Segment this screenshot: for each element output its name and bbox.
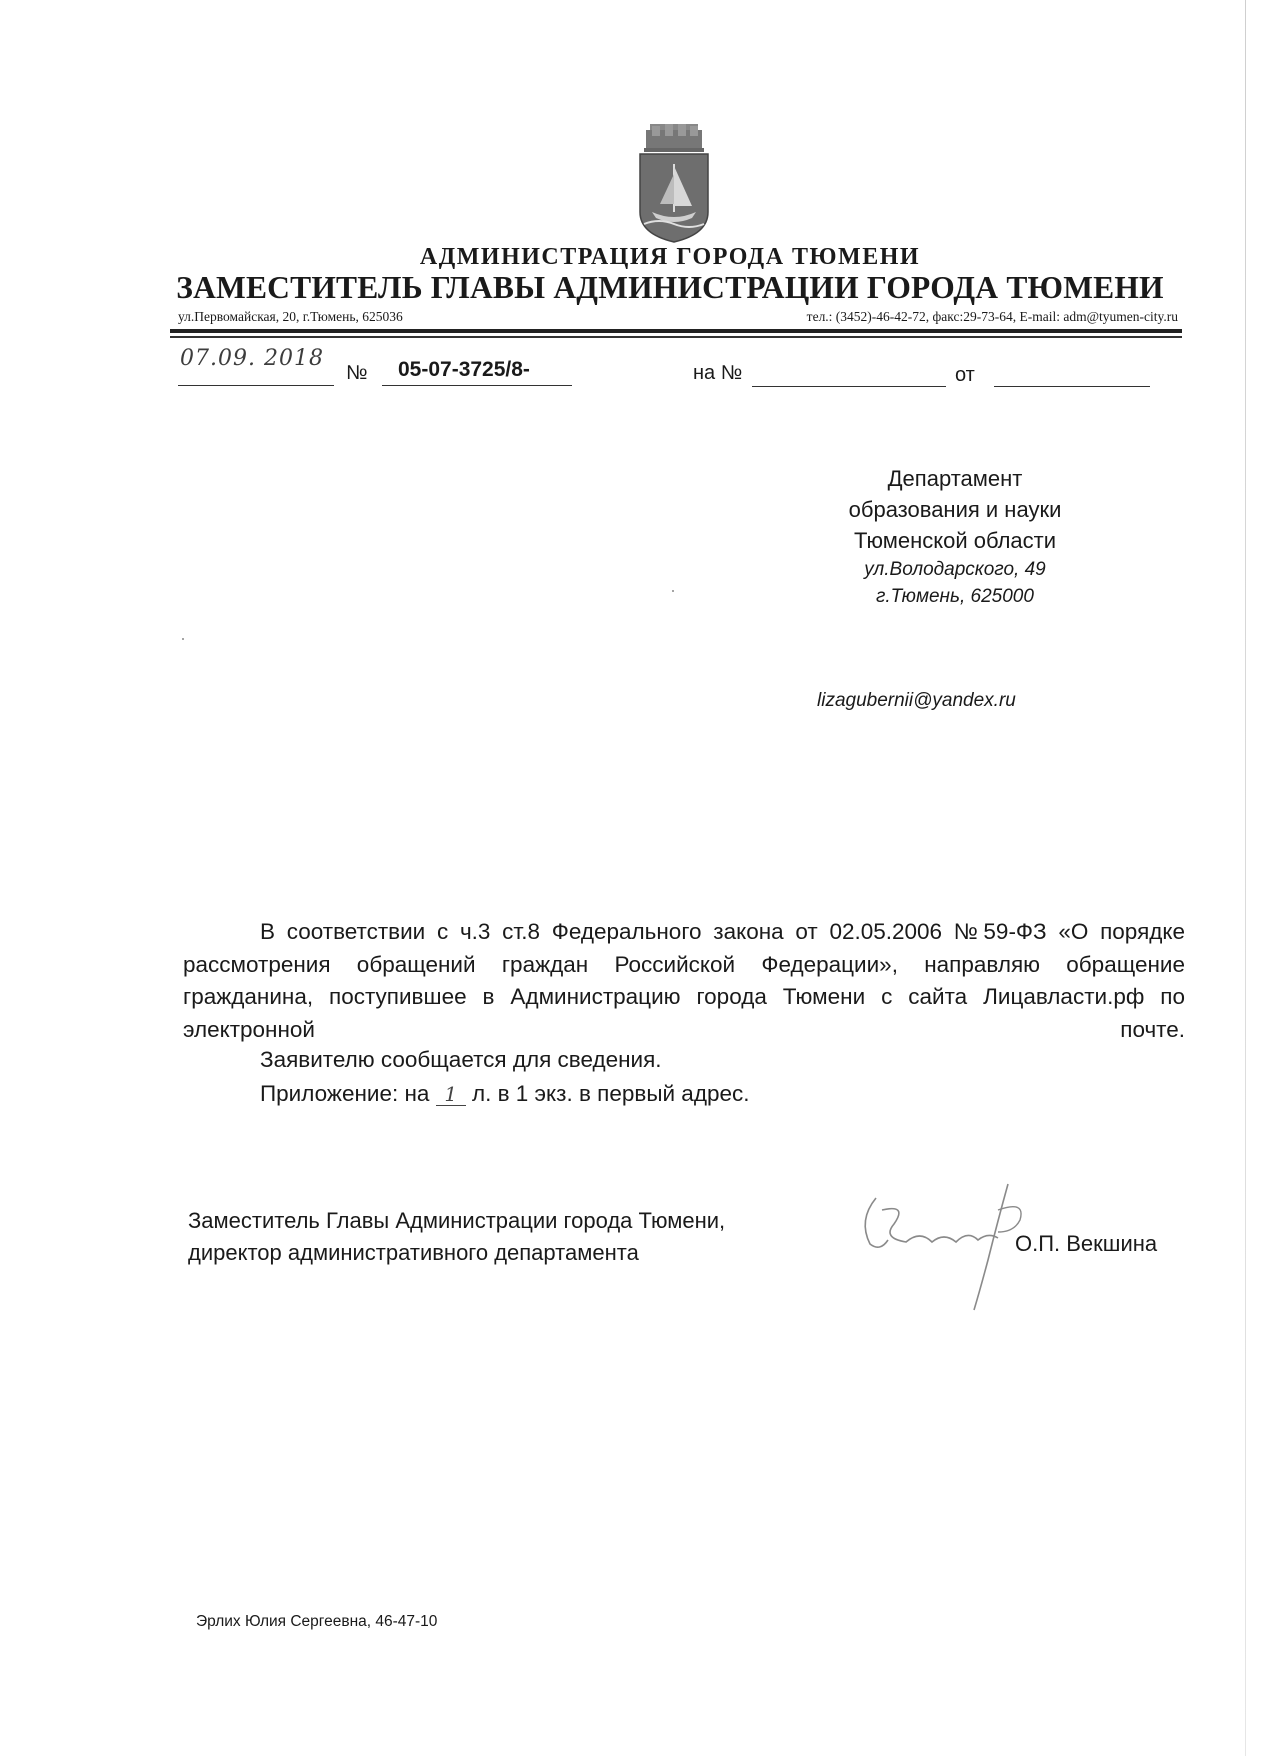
body-paragraph: В соответствии с ч.3 ст.8 Федерального закона от 02.05.2006 №59-ФЗ «О порядке рассмотрения обращений граждан Российской Федерации», направляю обращение гражданина, поступившее в Администрацию города Тюмени с сайта Лицавласти.рф по электронной почте. bbox=[183, 919, 1185, 1042]
executor-contact: Эрлих Юлия Сергеевна, 46-47-10 bbox=[196, 1613, 438, 1630]
letter-body bbox=[183, 916, 1185, 1046]
sender-address: ул.Первомайская, 20, г.Тюмень, 625036 bbox=[178, 309, 403, 324]
reference-number-label: на № bbox=[693, 362, 743, 384]
appendix-label: Приложение: на bbox=[260, 1081, 430, 1106]
signatory-name: О.П. Векшина bbox=[1015, 1231, 1158, 1256]
reference-date-label: от bbox=[955, 364, 975, 386]
header-rule-thin bbox=[170, 336, 1182, 338]
appendix-page-count: 1 bbox=[436, 1083, 466, 1106]
registration-number-sign: № bbox=[346, 362, 368, 384]
sender-contacts: тел.: (3452)-46-42-72, факс:29-73-64, E-mail: adm@tyumen-city.ru bbox=[806, 309, 1178, 324]
scan-speck bbox=[182, 638, 184, 640]
page-edge bbox=[1245, 0, 1246, 1756]
recipient-email: lizagubernii@yandex.ru bbox=[817, 690, 1016, 711]
appendix-line bbox=[260, 1081, 749, 1107]
registration-date: 07.09. 2018 bbox=[178, 346, 334, 386]
recipient-line-1: Департамент bbox=[887, 466, 1023, 491]
organization-title: АДМИНИСТРАЦИЯ ГОРОДА ТЮМЕНИ bbox=[419, 244, 921, 270]
official-position-title: ЗАМЕСТИТЕЛЬ ГЛАВЫ АДМИНИСТРАЦИИ ГОРОДА ТЮМЕНИ bbox=[176, 270, 1164, 305]
recipient-city: г.Тюмень, 625000 bbox=[876, 586, 1034, 607]
recipient-line-2: образования и науки bbox=[848, 497, 1062, 522]
signatory-title-line-1: Заместитель Главы Администрации города Тюмени, bbox=[188, 1208, 726, 1233]
tyumen-coat-of-arms-icon bbox=[634, 120, 714, 244]
body-notice: Заявителю сообщается для сведения. bbox=[260, 1047, 662, 1072]
scan-speck bbox=[672, 590, 674, 592]
signatory-title bbox=[188, 1205, 725, 1269]
recipient-block bbox=[780, 463, 1130, 610]
registration-number: 05-07-3725/8- bbox=[382, 358, 572, 386]
recipient-line-3: Тюменской области bbox=[853, 528, 1057, 553]
header-rule-thick bbox=[170, 329, 1182, 333]
recipient-street: ул.Володарского, 49 bbox=[864, 559, 1046, 580]
signatory-title-line-2: директор административного департамента bbox=[188, 1240, 639, 1265]
reference-number-blank bbox=[752, 386, 946, 387]
reference-date-blank bbox=[994, 386, 1150, 387]
appendix-details: л. в 1 экз. в первый адрес. bbox=[471, 1081, 750, 1106]
